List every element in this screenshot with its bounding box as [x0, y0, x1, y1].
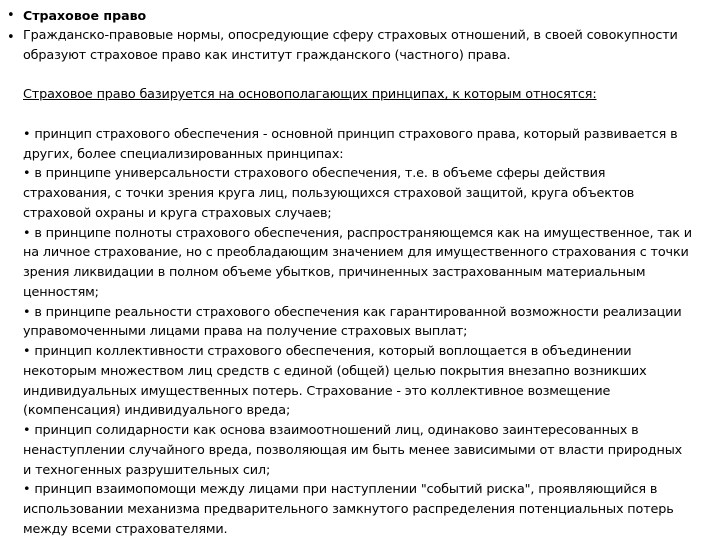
principle-line: некоторым множеством лиц средств с единой (общей) целью покрытия внезапно возникших	[23, 363, 647, 379]
blank-line	[23, 66, 692, 86]
intro-line: образуют страховое право как институт гражданского (частного) права.	[23, 47, 511, 63]
slide-title: Страховое право	[23, 8, 147, 23]
intro-line: Гражданско-правовые нормы, опосредующие сферу страховых отношений, в своей совокупности	[23, 28, 678, 43]
principle-line: индивидуальных имущественных потерь. Страхование - это коллективное возмещение	[23, 383, 611, 399]
principle-line: • принцип солидарности как основа взаимоотношений лиц, одинаково заинтересованных в	[23, 423, 639, 438]
principles-heading: Страховое право базируется на основополагающих принципах, к которым относятся:	[23, 87, 597, 103]
principle-line: страховой охраны и круга страховых случаев;	[23, 205, 332, 221]
body-text	[23, 26, 692, 540]
bullet-dot-icon: •	[7, 30, 15, 45]
principle-line: использовании механизма предварительного замкнутого распределения потенциальных потерь	[23, 502, 674, 517]
principle-line: • принцип коллективности страхового обеспечения, который воплощается в объединении	[23, 344, 632, 359]
blank-line	[23, 105, 692, 125]
principle-line: на личное страхование, но с преобладающим значением для имущественного страхования с точки	[23, 245, 689, 261]
principle-line: • принцип страхового обеспечения - основной принцип страхового права, который развивается в	[23, 126, 678, 142]
principle-line: • в принципе универсальности страхового обеспечения, т.е. в объеме сферы действия	[23, 166, 606, 182]
principle-line: и техногенных разрушительных сил;	[23, 462, 271, 478]
bullet-dot-icon: •	[7, 8, 15, 23]
principle-line: ценностям;	[23, 284, 99, 300]
principle-line: • в принципе полноты страхового обеспечения, распространяющемся как на имущественное, так и	[23, 225, 692, 241]
principle-line: • принцип взаимопомощи между лицами при наступлении "событий риска", проявляющийся в	[23, 482, 658, 498]
principle-line: страхования, с точки зрения круга лиц, пользующихся страховой защитой, круга объектов	[23, 186, 635, 201]
principle-line: • в принципе реальности страхового обеспечения как гарантированной возможности реализации	[23, 304, 682, 320]
body-bullet-row	[5, 26, 710, 540]
principle-line: зрения ликвидации в полном объеме убытков, причиненных застрахованным материальным	[23, 265, 646, 280]
principle-line: управомоченными лицами права на получение страховых выплат;	[23, 324, 468, 340]
principle-line: других, более специализированных принципах:	[23, 146, 344, 162]
principle-line: (компенсация) индивидуального вреда;	[23, 403, 291, 419]
title-bullet-row	[5, 4, 710, 28]
principle-line: ненаступлении случайного вреда, позволяющая им быть менее зависимыми от власти природных	[23, 442, 683, 458]
principle-line: между всеми страхователями.	[23, 521, 228, 537]
